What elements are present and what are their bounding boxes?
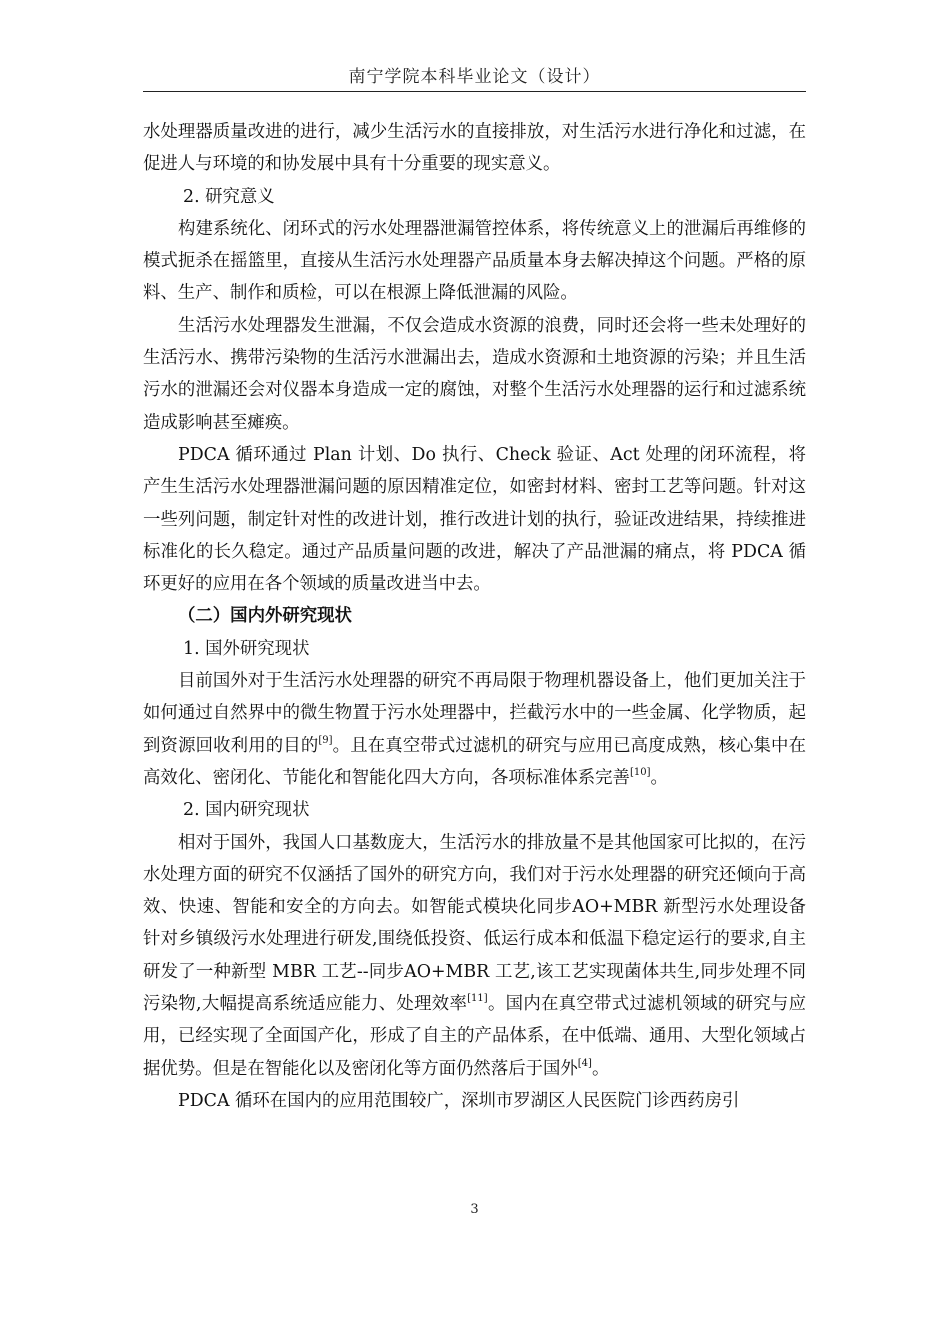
citation-ref: [9]: [318, 734, 333, 746]
text-run: 。且在真空带式过滤机的研究与应用已高度成熟，核心集中在高效化、密闭化、节能化和智能化四大方向，各项标准体系完善: [143, 735, 806, 788]
section-heading-foreign: 1. 国外研究现状: [183, 638, 310, 659]
paragraph-significance-2: 生活污水处理器发生泄漏，不仅会造成水资源的浪费，同时还会将一些未处理好的生活污水、携带污染物的生活污水泄漏出去，造成水资源和土地资源的污染；并且生活污水的泄漏还会对仪器本身造成一定的腐蚀，对整个生活污水处理器的运行和过滤系统造成影响甚至瘫痪。: [143, 315, 806, 433]
paragraph-foreign-status: [143, 665, 806, 794]
text-run: 。国内在真空带式过滤机领域的研究与应用，已经实现了全面国产化，形成了自主的产品体系，在中低端、通用、大型化领域占据优势。但是在智能化以及密闭化等方面仍然落后于国外: [143, 994, 806, 1079]
citation-ref: [11]: [467, 993, 488, 1005]
main-text: [143, 116, 806, 1117]
header-divider: [143, 91, 806, 92]
section-heading-research-status: （二）国内外研究现状: [178, 606, 352, 627]
page-header: 南宁学院本科毕业论文（设计）: [348, 67, 601, 87]
section-heading-domestic: 2. 国内研究现状: [183, 800, 310, 821]
citation-ref: [10]: [629, 766, 651, 778]
text-run: 目前国外对于生活污水处理器的研究不再局限于物理机器设备上，他们更加关注于如何通过自然界中的微生物置于污水处理器中，拦截污水中的一些金属、化学物质，起到资源回收利用的目的: [143, 671, 806, 756]
paragraph-pdca-domestic: PDCA 循环在国内的应用范围较广，深圳市罗湖区人民医院门诊西药房引: [178, 1090, 740, 1111]
paragraph-significance-1: 构建系统化、闭环式的污水处理器泄漏管控体系，将传统意义上的泄漏后再维修的模式扼杀在摇篮里，直接从生活污水处理器产品质量本身去解决掉这个问题。严格的原料、生产、制作和质检，可以在根源上降低泄漏的风险。: [143, 218, 806, 304]
text-run: 相对于国外，我国人口基数庞大，生活污水的排放量不是其他国家可比拟的，在污水处理方面的研究不仅涵括了国外的研究方向，我们对于污水处理器的研究还倾向于高效、快速、智能和安全的方向去。如智能式模块化同步AO+MBR 新型污水处理设备针对乡镇级污水处理进行研发,围绕低投资、低运行成本和低温下稳定运行的要求,自主研发了一种新型 MBR 工艺--同步AO+MBR 工艺,该工艺实现菌体共生,同步处理不同污染物,大幅提高系统适应能力、处理效率: [143, 832, 806, 1015]
text-run: 。: [650, 767, 668, 788]
paragraph-pdca: PDCA 循环通过 Plan 计划、Do 执行、Check 验证、Act 处理的闭环流程，将产生生活污水处理器泄漏问题的原因精准定位，如密封材料、密封工艺等问题。针对这一些列问题，制定针对性的改进计划，推行改进计划的执行，验证改进结果，持续推进标准化的长久稳定。通过产品质量问题的改进，解决了产品泄漏的痛点，将 PDCA 循环更好的应用在各个领域的质量改进当中去。: [143, 444, 806, 595]
text-run: 。: [591, 1058, 610, 1079]
section-heading-significance: 2. 研究意义: [183, 186, 275, 207]
paragraph-intro-continuation: 水处理器质量改进的进行，减少生活污水的直接排放，对生活污水进行净化和过滤，在促进人与环境的和协发展中具有十分重要的现实意义。: [143, 122, 806, 175]
paragraph-domestic-status: [143, 827, 806, 1085]
page-number: 3: [470, 1202, 479, 1217]
citation-ref: [4]: [577, 1057, 592, 1069]
